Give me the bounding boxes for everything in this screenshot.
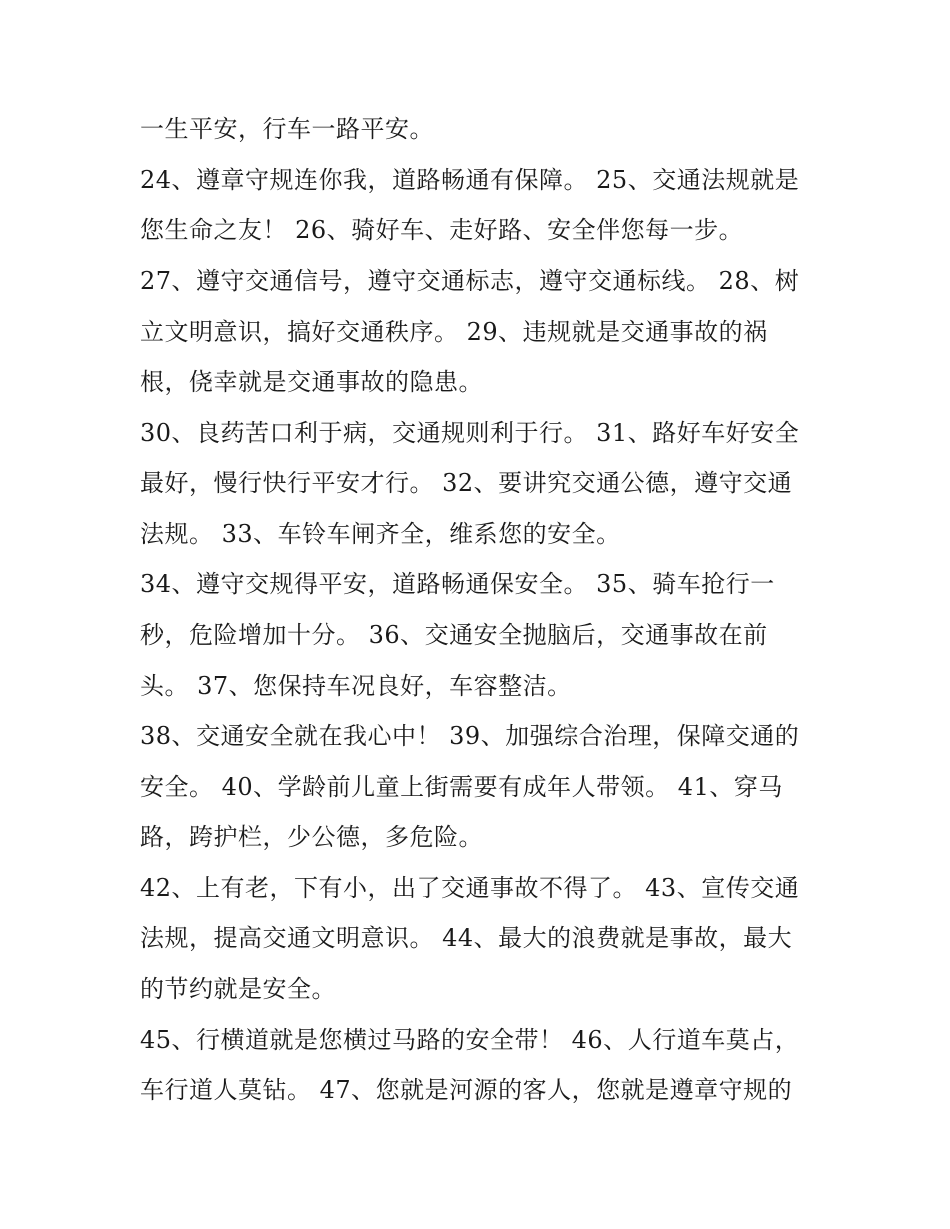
text-line: 38、交通安全就在我心中！ 39、加强综合治理，保障交通的 [140, 722, 800, 750]
text-line: 法规。 33、车铃车闸齐全，维系您的安全。 [140, 520, 621, 548]
text-line: 根，侥幸就是交通事故的隐患。 [140, 368, 483, 396]
text-line: 车行道人莫钻。 47、您就是河源的客人，您就是遵章守规的 [140, 1076, 793, 1104]
text-line: 法规，提高交通文明意识。 44、最大的浪费就是事故，最大 [140, 924, 793, 952]
text-line: 42、上有老，下有小，出了交通事故不得了。 43、宣传交通 [140, 874, 800, 902]
text-line: 一生平安，行车一路平安。 [140, 115, 434, 143]
text-line: 安全。 40、学龄前儿童上街需要有成年人带领。 41、穿马 [140, 773, 783, 801]
text-line: 30、良药苦口利于病，交通规则利于行。 31、路好车好安全 [140, 419, 800, 447]
text-line: 立文明意识，搞好交通秩序。 29、违规就是交通事故的祸 [140, 318, 768, 346]
text-line: 路，跨护栏，少公德，多危险。 [140, 823, 483, 851]
text-line: 27、遵守交通信号，遵守交通标志，遵守交通标线。 28、树 [140, 267, 800, 295]
text-line: 45、行横道就是您横过马路的安全带！ 46、人行道车莫占， [140, 1026, 800, 1054]
text-line: 的节约就是安全。 [140, 975, 336, 1003]
text-line: 24、遵章守规连你我，道路畅通有保障。 25、交通法规就是 [140, 166, 800, 194]
text-line: 秒，危险增加十分。 36、交通安全抛脑后，交通事故在前 [140, 621, 768, 649]
text-line: 头。 37、您保持车况良好，车容整洁。 [140, 672, 572, 700]
text-line: 34、遵守交规得平安，道路畅通保安全。 35、骑车抢行一 [140, 570, 775, 598]
text-line: 最好，慢行快行平安才行。 32、要讲究交通公德，遵守交通 [140, 469, 793, 497]
text-line: 您生命之友！ 26、骑好车、走好路、安全伴您每一步。 [140, 216, 744, 244]
